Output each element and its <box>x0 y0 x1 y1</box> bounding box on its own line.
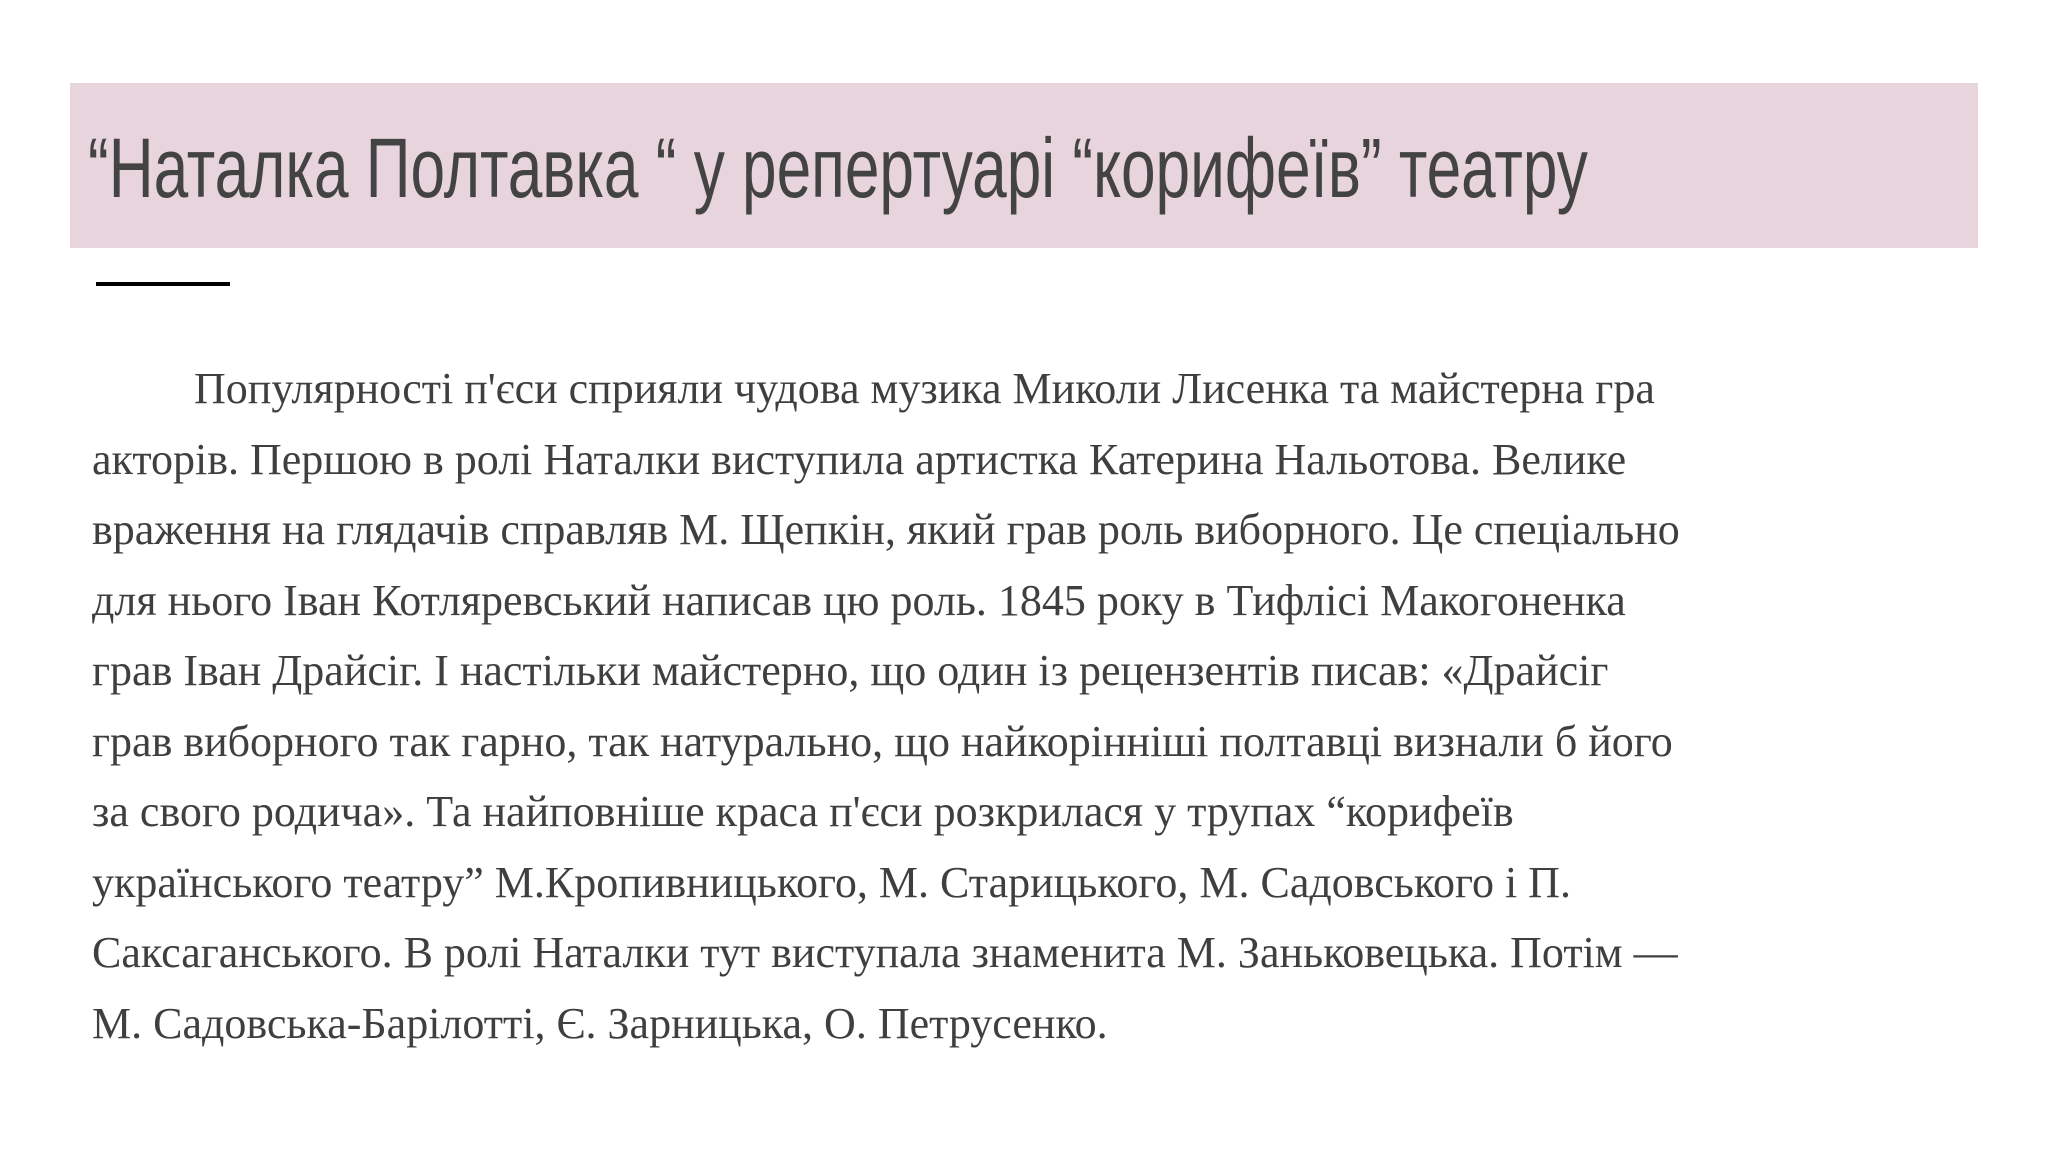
body-line: Популярності п'єси сприяли чудова музика Миколи Лисенка та майстерна гра <box>194 364 1655 413</box>
body-line: грав виборного так гарно, так натурально, що найкорінніші полтавці визнали б його <box>92 716 1673 766</box>
body-line: грав Іван Драйсіг. І настільки майстерно, що один із рецензентів писав: «Драйсіг <box>92 646 1609 695</box>
slide-title: “Наталка Полтавка “ у репертуарі “корифеїв” театру <box>88 121 1588 215</box>
body-line: М. Садовська-Барілотті, Є. Зарницька, О. Петрусенко. <box>92 998 1108 1048</box>
body-line: акторів. Першою в ролі Наталки виступила артистка Катерина Нальотова. Велике <box>92 434 1627 484</box>
body-paragraph <box>92 354 1992 1059</box>
body-line: Саксаганського. В ролі Наталки тут виступала знаменита М. Заньковецька. Потім — <box>92 928 1678 977</box>
body-line: для нього Іван Котляревський написав цю роль. 1845 року в Тифлісі Макогоненка <box>92 575 1626 625</box>
body-line: за свого родича». Та найповніше краса п'єси розкрилася у трупах “корифеїв <box>92 787 1514 836</box>
body-line: враження на глядачів справляв М. Щепкін, який грав роль виборного. Це спеціально <box>92 505 1680 554</box>
body-line: українського театру” М.Кропивницького, М. Старицького, М. Садовського і П. <box>92 857 1571 907</box>
title-accent-line <box>96 282 230 286</box>
